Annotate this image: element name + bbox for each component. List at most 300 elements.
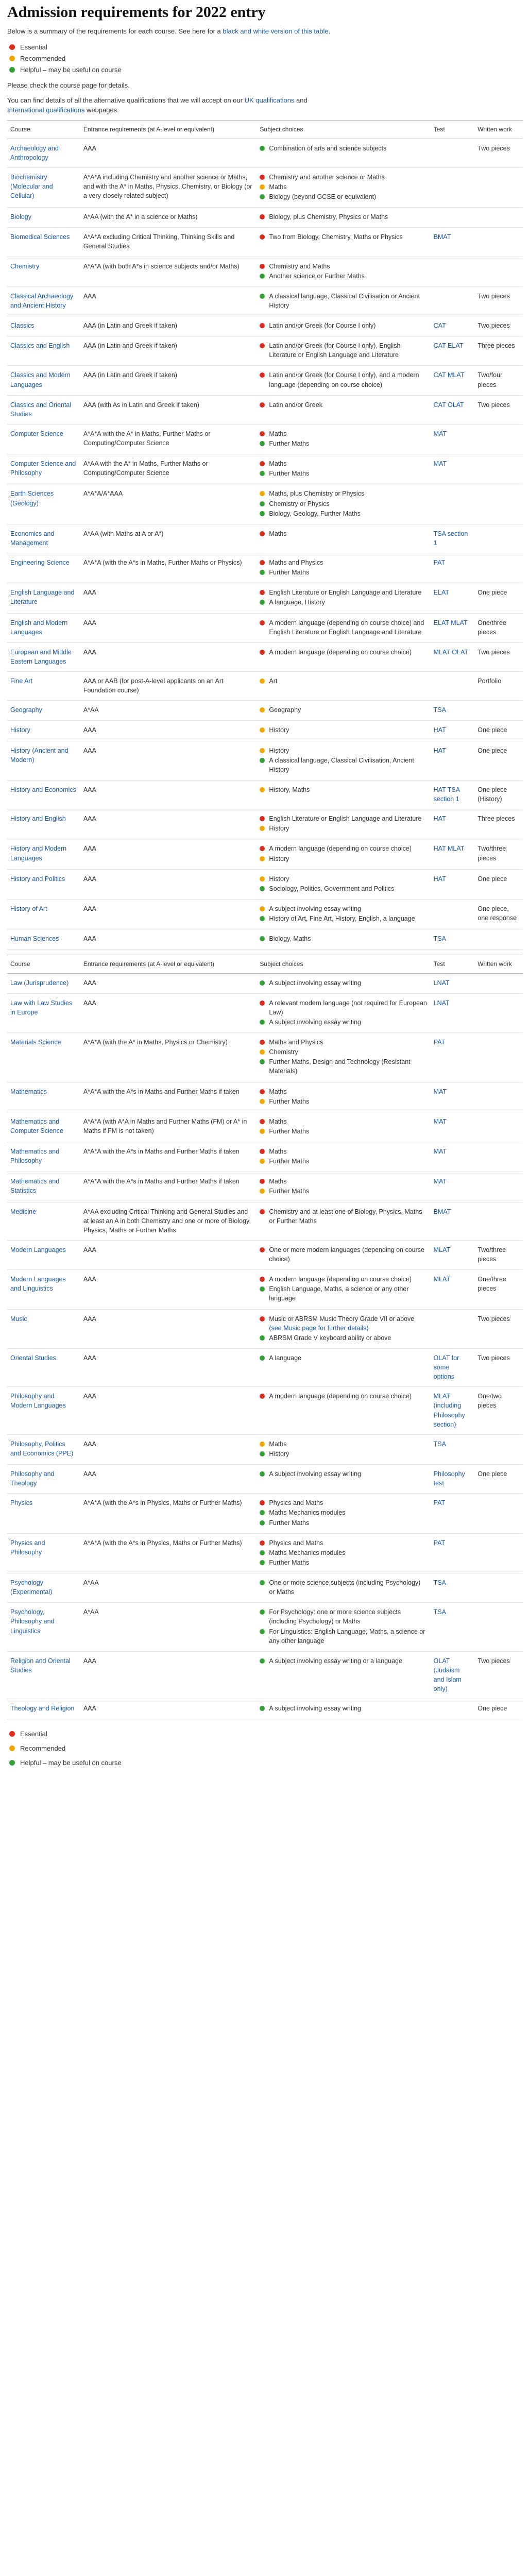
written-work — [474, 701, 523, 721]
table-header-row — [7, 955, 523, 973]
subject-item — [260, 1439, 427, 1449]
essential-dot-icon — [260, 343, 265, 348]
test-link[interactable]: BMAT — [431, 1202, 475, 1240]
test-link[interactable]: TSA — [431, 1573, 475, 1603]
subject-text-wrap — [269, 1314, 427, 1333]
test-link[interactable]: MLAT (including Philosophy section) — [431, 1387, 475, 1435]
subject-choices — [257, 1240, 430, 1269]
written-work: Two/three pieces — [474, 1240, 523, 1269]
subject-text-wrap — [269, 1353, 427, 1363]
subject-text: Biology (beyond GCSE or equivalent) — [269, 193, 377, 201]
course-name-link[interactable]: Philosophy, Politics and Economics (PPE) — [7, 1434, 80, 1464]
course-name-link[interactable]: Computer Science and Philosophy — [7, 454, 80, 484]
subject-text-wrap — [269, 1117, 427, 1126]
helpful-dot-icon — [260, 471, 265, 476]
subject-text: A language, History — [269, 599, 325, 606]
subject-choices — [257, 167, 430, 207]
written-work: Two/four pieces — [474, 366, 523, 395]
subject-text-wrap — [269, 1656, 427, 1666]
subject-item — [260, 499, 427, 509]
subject-text-wrap — [269, 509, 427, 518]
essential-dot-icon — [260, 1119, 265, 1124]
subject-text-wrap — [269, 1057, 427, 1076]
test-link[interactable]: CAT OLAT — [431, 395, 475, 424]
subject-choices — [257, 1465, 430, 1494]
table-row — [7, 672, 523, 701]
subject-item — [260, 1284, 427, 1303]
course-name-link[interactable]: Biology — [7, 208, 80, 228]
international-qualifications-link[interactable]: International qualifications — [7, 106, 85, 114]
course-name-link[interactable]: History and Economics — [7, 780, 80, 809]
subject-text-wrap — [269, 756, 427, 774]
red-dot-icon — [9, 1731, 15, 1737]
course-name-link[interactable]: Medicine — [7, 1202, 80, 1240]
subject-item — [260, 341, 427, 360]
subject-item — [260, 1018, 427, 1027]
legend-label: Essential — [20, 43, 47, 52]
subject-text-wrap — [269, 1187, 427, 1196]
subject-item — [260, 1607, 427, 1626]
entrance-requirements: A*AA — [80, 1603, 257, 1652]
subject-text: Combination of arts and science subjects — [269, 144, 387, 152]
course-name-link[interactable]: Mathematics and Computer Science — [7, 1112, 80, 1142]
written-work: One piece — [474, 1699, 523, 1719]
subject-text-wrap — [269, 292, 427, 310]
subject-text-wrap — [269, 1333, 427, 1343]
course-name-link[interactable]: Classics and English — [7, 336, 80, 366]
subject-item — [260, 1627, 427, 1646]
written-work — [474, 167, 523, 207]
entrance-requirements: AAA — [80, 780, 257, 809]
header-test: Test — [431, 121, 475, 139]
header-course: Course — [7, 121, 80, 139]
helpful-dot-icon — [260, 936, 265, 941]
written-work — [474, 993, 523, 1032]
course-name-link[interactable]: History (Ancient and Modern) — [7, 741, 80, 780]
subject-item — [260, 756, 427, 774]
subject-text-wrap — [269, 705, 427, 715]
helpful-dot-icon — [260, 501, 265, 506]
subject-text: History — [269, 747, 289, 754]
subject-text-wrap — [269, 1469, 427, 1479]
course-name-link[interactable]: Chemistry — [7, 257, 80, 286]
subject-text: Maths — [269, 1440, 287, 1448]
test-link[interactable]: MAT — [431, 1172, 475, 1202]
helpful-dot-icon — [260, 1471, 265, 1477]
course-name-link[interactable]: Modern Languages — [7, 1240, 80, 1269]
essential-dot-icon — [260, 620, 265, 625]
course-name-link[interactable]: Human Sciences — [7, 929, 80, 950]
entrance-requirements: AAA (in Latin and Greek if taken) — [80, 336, 257, 366]
subject-choices — [257, 484, 430, 524]
test-link[interactable]: PAT — [431, 1494, 475, 1533]
course-name-link[interactable]: Mathematics — [7, 1082, 80, 1112]
subject-text-wrap — [269, 1047, 427, 1057]
intro-end: . — [328, 27, 331, 35]
helpful-dot-icon — [260, 886, 265, 891]
test-link[interactable]: ELAT — [431, 583, 475, 613]
test-link[interactable]: OLAT for some options — [431, 1348, 475, 1386]
subject-text: Geography — [269, 706, 301, 714]
subject-details-link[interactable]: (see Music page for further details) — [269, 1324, 369, 1332]
helpful-dot-icon — [260, 274, 265, 279]
recommended-dot-icon — [260, 1129, 265, 1134]
course-name-link[interactable]: Modern Languages and Linguistics — [7, 1270, 80, 1309]
table-row — [7, 366, 523, 395]
course-name-link[interactable]: Mathematics and Philosophy — [7, 1142, 80, 1172]
course-name-link[interactable]: Archaeology and Anthropology — [7, 139, 80, 167]
written-work — [474, 1494, 523, 1533]
course-name-link[interactable]: Psychology (Experimental) — [7, 1573, 80, 1603]
course-name-link[interactable]: Oriental Studies — [7, 1348, 80, 1386]
table-row — [7, 1270, 523, 1309]
entrance-requirements: AAA — [80, 286, 257, 316]
test-link[interactable]: MAT — [431, 1112, 475, 1142]
written-work — [474, 484, 523, 524]
subject-text: History of Art, Fine Art, History, English, a language — [269, 915, 415, 923]
essential-dot-icon — [260, 1040, 265, 1045]
entrance-requirements: A*A*A excluding Critical Thinking, Thinking Skills and General Studies — [80, 228, 257, 257]
subject-text: Biology, Geology, Further Maths — [269, 510, 361, 517]
course-name-link[interactable]: European and Middle Eastern Languages — [7, 642, 80, 671]
subject-item — [260, 1656, 427, 1666]
test-link — [431, 167, 475, 207]
course-name-link[interactable]: Philosophy and Modern Languages — [7, 1387, 80, 1435]
subject-text-wrap — [269, 212, 427, 222]
course-name-link[interactable]: History and Politics — [7, 869, 80, 899]
course-name-link[interactable]: Biochemistry (Molecular and Cellular) — [7, 167, 80, 207]
test-link[interactable]: PAT — [431, 553, 475, 583]
course-name-link[interactable]: Biomedical Sciences — [7, 228, 80, 257]
table-row — [7, 524, 523, 553]
subject-item — [260, 1157, 427, 1166]
course-name-link[interactable]: Music — [7, 1309, 80, 1348]
subject-text: One or more science subjects (including Psychology) or Maths — [269, 1579, 421, 1596]
subject-text: Maths, plus Chemistry or Physics — [269, 490, 365, 498]
subject-text-wrap — [269, 904, 427, 913]
recommended-dot-icon — [260, 748, 265, 753]
table-row — [7, 1172, 523, 1202]
essential-dot-icon — [260, 816, 265, 821]
header-entrance-requirements: Entrance requirements (at A-level or equivalent) — [80, 121, 257, 139]
course-name-link[interactable]: Materials Science — [7, 1033, 80, 1082]
legend-bottom — [7, 1726, 523, 1770]
subject-text-wrap — [269, 676, 427, 686]
helpful-dot-icon — [260, 511, 265, 516]
subject-text-wrap — [269, 746, 427, 755]
subject-text-wrap — [269, 1147, 427, 1156]
helpful-dot-icon — [260, 916, 265, 921]
course-name-link[interactable]: History and Modern Languages — [7, 839, 80, 869]
subject-text: A modern language (depending on course choice) and English Literature or English Language and Literature — [269, 619, 424, 636]
legend-item-helpful — [7, 64, 523, 76]
legend-label: Essential — [20, 1730, 47, 1738]
subject-item — [260, 914, 427, 923]
subject-item — [260, 272, 427, 281]
subject-item — [260, 874, 427, 884]
uk-qualifications-link[interactable]: UK qualifications — [244, 96, 295, 104]
course-name-link[interactable]: Mathematics and Statistics — [7, 1172, 80, 1202]
entrance-requirements: AAA — [80, 929, 257, 950]
subject-choices — [257, 721, 430, 741]
course-name-link[interactable]: Classics — [7, 316, 80, 336]
subject-text-wrap — [269, 262, 427, 271]
course-name-link[interactable]: Earth Sciences (Geology) — [7, 484, 80, 524]
header-course: Course — [7, 955, 80, 973]
amber-dot-icon — [9, 1745, 15, 1751]
subject-item — [260, 998, 427, 1017]
subject-text: Chemistry or Physics — [269, 500, 330, 507]
course-name-link[interactable]: History of Art — [7, 899, 80, 929]
entrance-requirements: A*A*A including Chemistry and another science or Maths, and with the A* in Maths, Physics, Chemistry, or Biology (or a very closely related subject) — [80, 167, 257, 207]
test-link[interactable]: HAT — [431, 869, 475, 899]
quals-and: and — [296, 96, 308, 104]
course-name-link[interactable]: Physics — [7, 1494, 80, 1533]
course-name-link[interactable]: Economics and Management — [7, 524, 80, 553]
subject-text-wrap — [269, 1627, 427, 1646]
subject-text: A subject involving essay writing — [269, 905, 361, 912]
entrance-requirements: AAA — [80, 1270, 257, 1309]
subject-text-wrap — [269, 934, 427, 943]
entrance-requirements: AAA — [80, 1465, 257, 1494]
essential-dot-icon — [260, 1277, 265, 1282]
written-work — [474, 1112, 523, 1142]
helpful-dot-icon — [260, 1550, 265, 1555]
entrance-requirements: A*AA excluding Critical Thinking and General Studies and at least an A in both Chemistry and one or more of Biology, Physics, Maths or Further Maths — [80, 1202, 257, 1240]
subject-text-wrap — [269, 844, 427, 853]
subject-text-wrap — [269, 874, 427, 884]
legend-label: Helpful – may be useful on course — [20, 66, 122, 74]
course-name-link[interactable]: English Language and Literature — [7, 583, 80, 613]
test-link[interactable]: HAT — [431, 809, 475, 839]
test-link — [431, 1699, 475, 1719]
subject-item — [260, 489, 427, 498]
subject-choices — [257, 454, 430, 484]
subject-text-wrap — [269, 182, 427, 192]
subject-text-wrap — [269, 1558, 427, 1567]
written-work — [474, 1603, 523, 1652]
subject-text: Chemistry and Maths — [269, 262, 330, 270]
table-2-body — [7, 973, 523, 1719]
subject-item — [260, 192, 427, 201]
subject-text-wrap — [269, 321, 427, 330]
test-link[interactable]: HAT TSA section 1 — [431, 780, 475, 809]
essential-dot-icon — [260, 1394, 265, 1399]
test-link[interactable]: CAT — [431, 316, 475, 336]
written-work: Portfolio — [474, 672, 523, 701]
test-link[interactable]: TSA — [431, 701, 475, 721]
subject-item — [260, 648, 427, 657]
helpful-dot-icon — [260, 600, 265, 605]
test-link[interactable]: TSA — [431, 1603, 475, 1652]
table-row — [7, 167, 523, 207]
test-link[interactable]: MAT — [431, 1142, 475, 1172]
course-name-link[interactable]: Classical Archaeology and Ancient History — [7, 286, 80, 316]
subject-text-wrap — [269, 1038, 427, 1047]
written-work: Two/three pieces — [474, 839, 523, 869]
entrance-requirements: A*A*A (with the A*s in Maths, Further Maths or Physics) — [80, 553, 257, 583]
essential-dot-icon — [260, 431, 265, 436]
essential-dot-icon — [260, 175, 265, 180]
course-name-link[interactable]: Law (Jurisprudence) — [7, 973, 80, 993]
table-row — [7, 553, 523, 583]
entrance-requirements: AAA — [80, 869, 257, 899]
course-name-link[interactable]: Law with Law Studies in Europe — [7, 993, 80, 1032]
test-link[interactable]: LNAT — [431, 973, 475, 993]
helpful-dot-icon — [260, 1560, 265, 1565]
test-link[interactable]: MLAT OLAT — [431, 642, 475, 671]
subject-text-wrap — [269, 272, 427, 281]
test-link — [431, 208, 475, 228]
written-work: Three pieces — [474, 336, 523, 366]
subject-item — [260, 1548, 427, 1557]
subject-text: Sociology, Politics, Government and Politics — [269, 885, 395, 892]
helpful-dot-icon — [260, 146, 265, 151]
subject-choices — [257, 642, 430, 671]
entrance-requirements: A*AA (with Maths at A or A*) — [80, 524, 257, 553]
subject-text: Biology, Maths — [269, 935, 311, 943]
course-name-link[interactable]: Computer Science — [7, 424, 80, 454]
course-name-link[interactable]: English and Modern Languages — [7, 613, 80, 642]
subject-text-wrap — [269, 1548, 427, 1557]
quals-text-1: You can find details of all the alternative qualifications that we will accept on our — [7, 96, 243, 104]
essential-dot-icon — [260, 402, 265, 408]
black-white-version-link[interactable]: black and white version of this table — [223, 27, 329, 35]
test-link[interactable]: ELAT MLAT — [431, 613, 475, 642]
test-link[interactable]: HAT — [431, 741, 475, 780]
table-row — [7, 613, 523, 642]
test-link[interactable]: MAT — [431, 424, 475, 454]
entrance-requirements: A*A*A with the A*s in Maths and Further Maths if taken — [80, 1142, 257, 1172]
essential-dot-icon — [260, 372, 265, 378]
subject-text-wrap — [269, 1538, 427, 1548]
subject-text-wrap — [269, 144, 427, 153]
subject-item — [260, 1314, 427, 1333]
course-name-link[interactable]: Engineering Science — [7, 553, 80, 583]
written-work — [474, 1033, 523, 1082]
course-name-link[interactable]: Theology and Religion — [7, 1699, 80, 1719]
course-name-link[interactable]: Fine Art — [7, 672, 80, 701]
subject-text: History — [269, 726, 289, 734]
subject-text: Further Maths — [269, 1188, 310, 1195]
subject-item — [260, 509, 427, 518]
test-link[interactable]: PAT — [431, 1533, 475, 1573]
entrance-requirements: AAA — [80, 1651, 257, 1699]
test-link — [431, 1309, 475, 1348]
course-name-link[interactable]: History and English — [7, 809, 80, 839]
subject-item — [260, 725, 427, 735]
subject-text: Further Maths — [269, 470, 310, 478]
subject-text: English Literature or English Language and Literature — [269, 815, 422, 823]
table-row — [7, 1082, 523, 1112]
course-name-link[interactable]: Religion and Oriental Studies — [7, 1651, 80, 1699]
subject-item — [260, 618, 427, 637]
subject-item — [260, 1704, 427, 1713]
subject-choices — [257, 1651, 430, 1699]
course-name-link[interactable]: Physics and Philosophy — [7, 1533, 80, 1573]
test-link[interactable]: HAT MLAT — [431, 839, 475, 869]
subject-text: A subject involving essay writing — [269, 1705, 361, 1713]
essential-dot-icon — [260, 1001, 265, 1006]
subject-item — [260, 1498, 427, 1507]
test-link[interactable]: TSA — [431, 1434, 475, 1464]
course-name-link[interactable]: Geography — [7, 701, 80, 721]
written-work: Two pieces — [474, 642, 523, 671]
entrance-requirements: A*A*A/A*AAA — [80, 484, 257, 524]
course-name-link[interactable]: History — [7, 721, 80, 741]
subject-text: Chemistry and another science or Maths — [269, 173, 385, 181]
helpful-dot-icon — [260, 294, 265, 299]
entrance-requirements: AAA — [80, 613, 257, 642]
subject-item — [260, 1558, 427, 1567]
subject-text: A subject involving essay writing — [269, 1470, 361, 1478]
test-link[interactable]: TSA — [431, 929, 475, 950]
entrance-requirements: AAA — [80, 139, 257, 167]
table-row — [7, 809, 523, 839]
subject-item — [260, 1392, 427, 1401]
helpful-dot-icon — [260, 194, 265, 199]
test-link[interactable]: MLAT — [431, 1270, 475, 1309]
course-name-link[interactable]: Classics and Modern Languages — [7, 366, 80, 395]
test-link[interactable]: LNAT — [431, 993, 475, 1032]
subject-item — [260, 232, 427, 242]
table-row — [7, 1465, 523, 1494]
legend-item-essential — [7, 1726, 523, 1741]
subject-choices — [257, 1533, 430, 1573]
test-link[interactable]: MAT — [431, 454, 475, 484]
test-link[interactable]: CAT ELAT — [431, 336, 475, 366]
test-link[interactable]: Philosophy test — [431, 1465, 475, 1494]
subject-text-wrap — [269, 854, 427, 863]
test-link[interactable]: TSA section 1 — [431, 524, 475, 553]
test-link[interactable]: OLAT (Judaism and Islam only) — [431, 1651, 475, 1699]
course-name-link[interactable]: Classics and Oriental Studies — [7, 395, 80, 424]
helpful-dot-icon — [260, 1510, 265, 1515]
test-link[interactable]: MLAT — [431, 1240, 475, 1269]
essential-dot-icon — [260, 1179, 265, 1184]
written-work: One piece — [474, 869, 523, 899]
subject-choices — [257, 1309, 430, 1348]
entrance-requirements: AAA (in Latin and Greek if taken) — [80, 366, 257, 395]
subject-item — [260, 529, 427, 538]
essential-dot-icon — [260, 560, 265, 565]
table-row — [7, 1142, 523, 1172]
subject-text: Further Maths — [269, 1558, 310, 1566]
helpful-dot-icon — [260, 570, 265, 575]
subject-item — [260, 212, 427, 222]
table-row — [7, 839, 523, 869]
test-link[interactable]: BMAT — [431, 228, 475, 257]
subject-item — [260, 558, 427, 567]
course-name-link[interactable]: Philosophy and Theology — [7, 1465, 80, 1494]
subject-text: Maths — [269, 530, 287, 537]
subject-text-wrap — [269, 1392, 427, 1401]
test-link[interactable]: HAT — [431, 721, 475, 741]
helpful-dot-icon — [260, 1658, 265, 1664]
course-name-link[interactable]: Psychology, Philosophy and Linguistics — [7, 1603, 80, 1652]
test-link[interactable]: PAT — [431, 1033, 475, 1082]
subject-text: History, Maths — [269, 786, 310, 793]
header-written-work: Written work — [474, 955, 523, 973]
test-link[interactable]: CAT MLAT — [431, 366, 475, 395]
subject-item — [260, 292, 427, 310]
subject-text: Further Maths, Design and Technology (Resistant Materials) — [269, 1058, 411, 1075]
subject-text-wrap — [269, 341, 427, 360]
subject-choices — [257, 993, 430, 1032]
test-link[interactable]: MAT — [431, 1082, 475, 1112]
header-subject-choices: Subject choices — [257, 121, 430, 139]
subject-text-wrap — [269, 568, 427, 577]
